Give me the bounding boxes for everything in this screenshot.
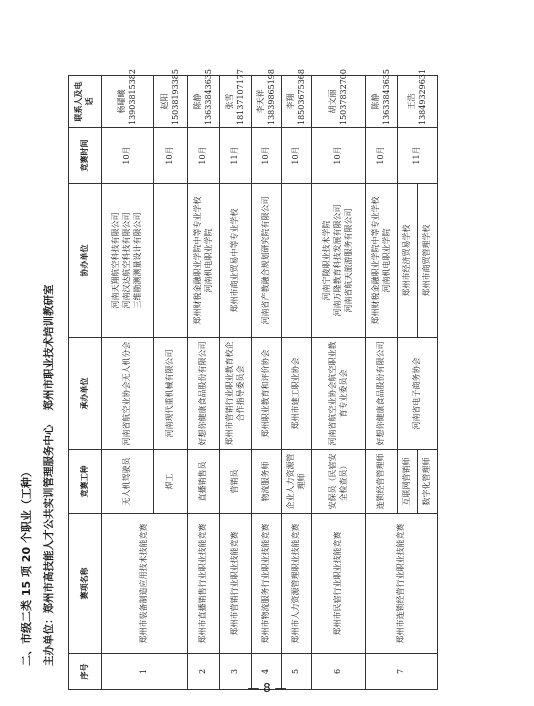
co-organizer-line: 河南宁陵职业技术学院	[322, 220, 332, 301]
co-organizer-line: 河南机电职业学院	[203, 228, 213, 293]
cell-co-organizer	[220, 184, 252, 338]
cell-trade: 物流服务师	[252, 450, 282, 514]
competition-table	[68, 69, 438, 690]
contact-name: 杨曜曦	[116, 89, 126, 114]
cell-event: 郑州市物流服务行业职业技能竞赛	[252, 514, 282, 654]
cell-time: 11月	[220, 128, 252, 184]
cell-co-organizer	[418, 184, 438, 338]
cell-contact	[220, 69, 252, 128]
cell-co-organizer	[398, 184, 418, 338]
cell-time: 10月	[252, 128, 282, 184]
co-organizer-line: 河南天翔航空科技有限公司	[111, 212, 121, 309]
contact-phone: 13849329631	[417, 69, 427, 125]
contact-name: 张雪	[224, 93, 234, 110]
cell-trade: 直播销售员	[188, 450, 220, 514]
table-row	[220, 76, 252, 690]
cell-no: 5	[282, 654, 312, 690]
cell-event: 郑州市营销行业职业技能竞赛	[220, 514, 252, 654]
cell-no: 2	[188, 654, 220, 690]
contact-name: 陈静	[192, 93, 202, 110]
cell-host: 河南省电子商务协会	[398, 338, 438, 450]
contact-phone: 13633843635	[203, 69, 213, 125]
cell-time: 10月	[366, 128, 398, 184]
cell-contact	[252, 69, 282, 128]
header-no: 序号	[69, 654, 102, 690]
cell-no: 3	[220, 654, 252, 690]
cell-co-organizer	[366, 184, 398, 338]
cell-time: 10月	[154, 128, 188, 184]
table-row	[366, 76, 398, 690]
cell-co-organizer	[312, 184, 366, 338]
cell-no: 7	[366, 654, 438, 690]
cell-host: 好想你健康食品股份有限公司	[188, 338, 220, 450]
contact-phone: 18503675368	[296, 69, 306, 125]
cell-host: 好想你健康食品股份有限公司	[366, 338, 398, 450]
cell-contact	[282, 69, 312, 128]
cell-co-organizer	[154, 184, 188, 338]
table-row	[312, 76, 366, 690]
header-time: 竞赛时间	[69, 128, 102, 184]
cell-co-organizer	[252, 184, 282, 338]
cell-trade: 安保员（民宿安全检查员）	[312, 450, 366, 514]
cell-contact	[312, 69, 366, 128]
table-header-row	[69, 76, 102, 690]
cell-time: 11月	[398, 128, 438, 184]
organizer-line	[41, 271, 56, 667]
co-organizer-line: 郑州市经济贸易学校	[402, 224, 412, 297]
contact-name: 王浩	[406, 93, 416, 110]
section-heading: 二、市级二类 15 项 20 个职业（工种）	[20, 466, 33, 666]
header-contact: 联系人及电话	[69, 76, 102, 128]
cell-trade: 互联网营销师	[398, 450, 418, 514]
cell-event: 郑州市装备制造应用技术技能竞赛	[102, 514, 188, 654]
cell-host: 河南省航空业协会航空职业教育专业委员会	[312, 338, 366, 450]
contact-phone: 15038193385	[170, 69, 180, 125]
cell-contact	[154, 69, 188, 128]
contact-name: 李翔	[285, 93, 295, 110]
contact-name: 胡文丽	[327, 89, 337, 114]
cell-trade: 无人机驾驶员	[102, 450, 154, 514]
cell-trade: 连锁经营管理师	[366, 450, 398, 514]
contact-phone: 15037832700	[338, 69, 348, 125]
contact-phone: 13839865198	[266, 69, 276, 125]
organizer-prefix: 主办单位：	[43, 613, 55, 666]
cell-contact	[188, 69, 220, 128]
organizer-unit-2: 郑州市职业技术培训教研室	[43, 284, 55, 411]
cell-no: 1	[102, 654, 188, 690]
co-organizer-line: 河南省产教融合规划研究院有限公司	[261, 196, 271, 325]
cell-time: 10月	[102, 128, 154, 184]
cell-event: 郑州市人力资源管理职业技能竞赛	[282, 514, 312, 654]
header-host: 承办单位	[69, 338, 102, 450]
contact-name: 赵阳	[159, 93, 169, 110]
cell-host: 郑州市营销行业职业教育校企合作指导委员会	[220, 338, 252, 450]
co-organizer-line: 郑州市商业贸易中等专业学校	[230, 208, 240, 313]
cell-time: 10月	[188, 128, 220, 184]
page-number: — 8 —	[247, 681, 287, 695]
cell-co-organizer	[282, 184, 312, 338]
cell-event: 郑州市连锁经营行业职业技能竞赛	[366, 514, 438, 654]
co-organizer-line: 河南省航天旅游服务有限公司	[343, 208, 353, 313]
table-row	[282, 76, 312, 690]
cell-co-organizer	[102, 184, 154, 338]
co-organizer-line: 郑州财税金融职业学院中等专业学校	[192, 196, 202, 325]
co-organizer-line: 郑州市商贸管理学校	[422, 224, 432, 297]
cell-event: 郑州市直播销售行业职业技能竞赛	[188, 514, 220, 654]
header-trade: 竞赛工种	[69, 450, 102, 514]
cell-co-organizer	[188, 184, 220, 338]
co-organizer-line: 三维勘测测量设计有限公司	[132, 212, 142, 309]
cell-event: 郑州市民宿行业职业技能竞赛	[312, 514, 366, 654]
contact-phone: 13903815382	[127, 69, 137, 125]
cell-time: 10月	[312, 128, 366, 184]
cell-trade: 营销员	[220, 450, 252, 514]
co-organizer-line: 郑州财税金融职业学院中等专业学校	[370, 196, 380, 325]
cell-no: 6	[312, 654, 366, 690]
cell-trade: 企业人力资源管理师	[282, 450, 312, 514]
co-organizer-line: 河南万隆教育科技发展有限公司	[333, 204, 343, 317]
organizer-unit-1: 郑州市高技能人才公共实训管理服务中心	[43, 424, 55, 614]
cell-trade: 数字化管理师	[418, 450, 438, 514]
cell-contact	[398, 69, 438, 128]
cell-time: 10月	[282, 128, 312, 184]
header-event: 赛项名称	[69, 514, 102, 654]
cell-contact	[102, 69, 154, 128]
cell-contact	[366, 69, 398, 128]
cell-host: 郑州职业教育和评价协会	[252, 338, 282, 450]
table-row	[188, 76, 220, 690]
co-organizer-line: 河南机电职业学院	[381, 228, 391, 293]
co-organizer-line: 河南汉达航空科技有限公司	[122, 212, 132, 309]
cell-host: 郑州市建工职业协会	[282, 338, 312, 450]
cell-host: 河南省航空业协会无人机分会	[102, 338, 154, 450]
cell-no: 4	[252, 654, 282, 690]
contact-name: 李天祥	[255, 89, 265, 114]
header-co-organizer: 协办单位	[69, 184, 102, 338]
table-row	[102, 76, 154, 690]
cell-trade: 焊工	[154, 450, 188, 514]
table-row	[252, 76, 282, 690]
cell-host: 河南现代重机械有限公司	[154, 338, 188, 450]
contact-phone: 18137107177	[235, 69, 245, 125]
contact-phone: 13633843635	[381, 69, 391, 125]
contact-name: 陈静	[370, 93, 380, 110]
